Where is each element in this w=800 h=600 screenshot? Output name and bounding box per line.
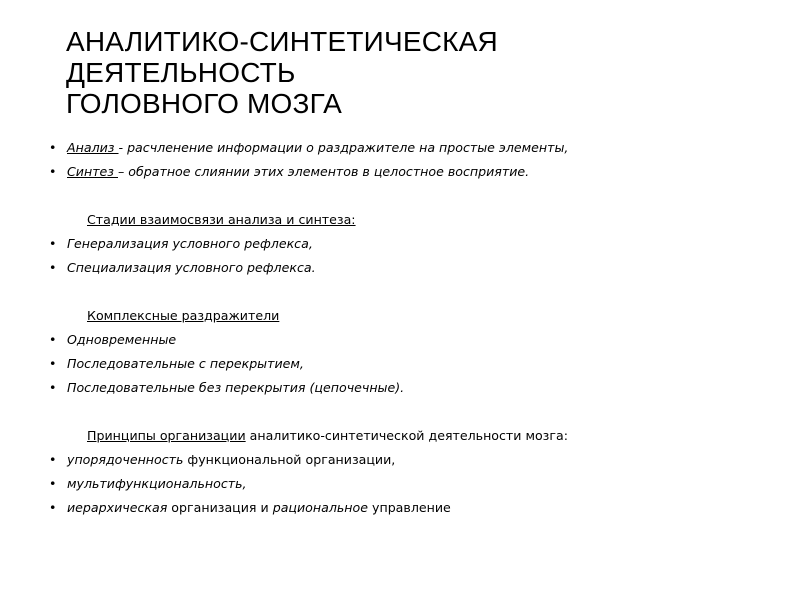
- bullet-icon: •: [49, 500, 57, 515]
- principles-heading-rest: аналитико-синтетической деятельности мозга:: [245, 428, 568, 443]
- principles-item3-rest: управление: [368, 500, 451, 515]
- complex-item-text: Последовательные без перекрытия (цепочечные).: [67, 380, 405, 395]
- stages-item: [42, 256, 782, 280]
- principles-item2-italic: мультифункциональность,: [67, 476, 247, 491]
- stages-item-text: Генерализация условного рефлекса,: [67, 236, 313, 251]
- bullet-icon: •: [49, 236, 57, 251]
- title-line-3: ГОЛОВНОГО МОЗГА: [66, 88, 343, 119]
- complex-item: [42, 352, 782, 376]
- synthesis-term: Синтез: [67, 164, 118, 179]
- principles-item3-italic1: иерархическая: [67, 500, 168, 515]
- principles-item1-italic: упорядоченность: [67, 452, 184, 467]
- bullet-icon: •: [49, 332, 57, 347]
- bullet-icon: •: [49, 356, 57, 371]
- principles-item3-italic2: рациональное: [272, 500, 368, 515]
- definition-analysis: [42, 136, 782, 160]
- spacer: [42, 280, 782, 304]
- principles-item1-rest: функциональной организации,: [183, 452, 396, 467]
- analysis-text: - расчленение информации о раздражителе на простые элементы,: [118, 140, 569, 155]
- complex-item-text: Одновременные: [67, 332, 177, 347]
- complex-item: [42, 376, 782, 400]
- analysis-term: Анализ: [67, 140, 119, 155]
- spacer: [42, 400, 782, 424]
- synthesis-text: – обратное слиянии этих элементов в целостное восприятие.: [118, 164, 530, 179]
- stages-heading-text: Стадии взаимосвязи анализа и синтеза:: [87, 212, 356, 227]
- principles-item: [42, 496, 782, 520]
- principles-heading-underlined: Принципы организации: [87, 428, 246, 443]
- bullet-icon: •: [49, 260, 57, 275]
- complex-item: [42, 328, 782, 352]
- complex-heading-text: Комплексные раздражители: [87, 308, 280, 323]
- complex-item-text: Последовательные с перекрытием,: [67, 356, 304, 371]
- bullet-icon: •: [49, 452, 57, 467]
- principles-item: [42, 472, 782, 496]
- spacer: [42, 184, 782, 208]
- complex-heading: [42, 304, 782, 328]
- bullet-icon: •: [49, 380, 57, 395]
- slide-title: [66, 26, 766, 119]
- definition-synthesis: [42, 160, 782, 184]
- stages-item: [42, 232, 782, 256]
- bullet-icon: •: [49, 140, 57, 155]
- slide-body: [42, 136, 782, 520]
- principles-heading: [42, 424, 782, 448]
- stages-heading: [42, 208, 782, 232]
- title-line-2: ДЕЯТЕЛЬНОСТЬ: [66, 57, 296, 88]
- stages-item-text: Специализация условного рефлекса.: [67, 260, 316, 275]
- bullet-icon: •: [49, 164, 57, 179]
- principles-item3-mid: организация и: [167, 500, 273, 515]
- title-line-1: АНАЛИТИКО-СИНТЕТИЧЕСКАЯ: [66, 26, 498, 57]
- principles-item: [42, 448, 782, 472]
- bullet-icon: •: [49, 476, 57, 491]
